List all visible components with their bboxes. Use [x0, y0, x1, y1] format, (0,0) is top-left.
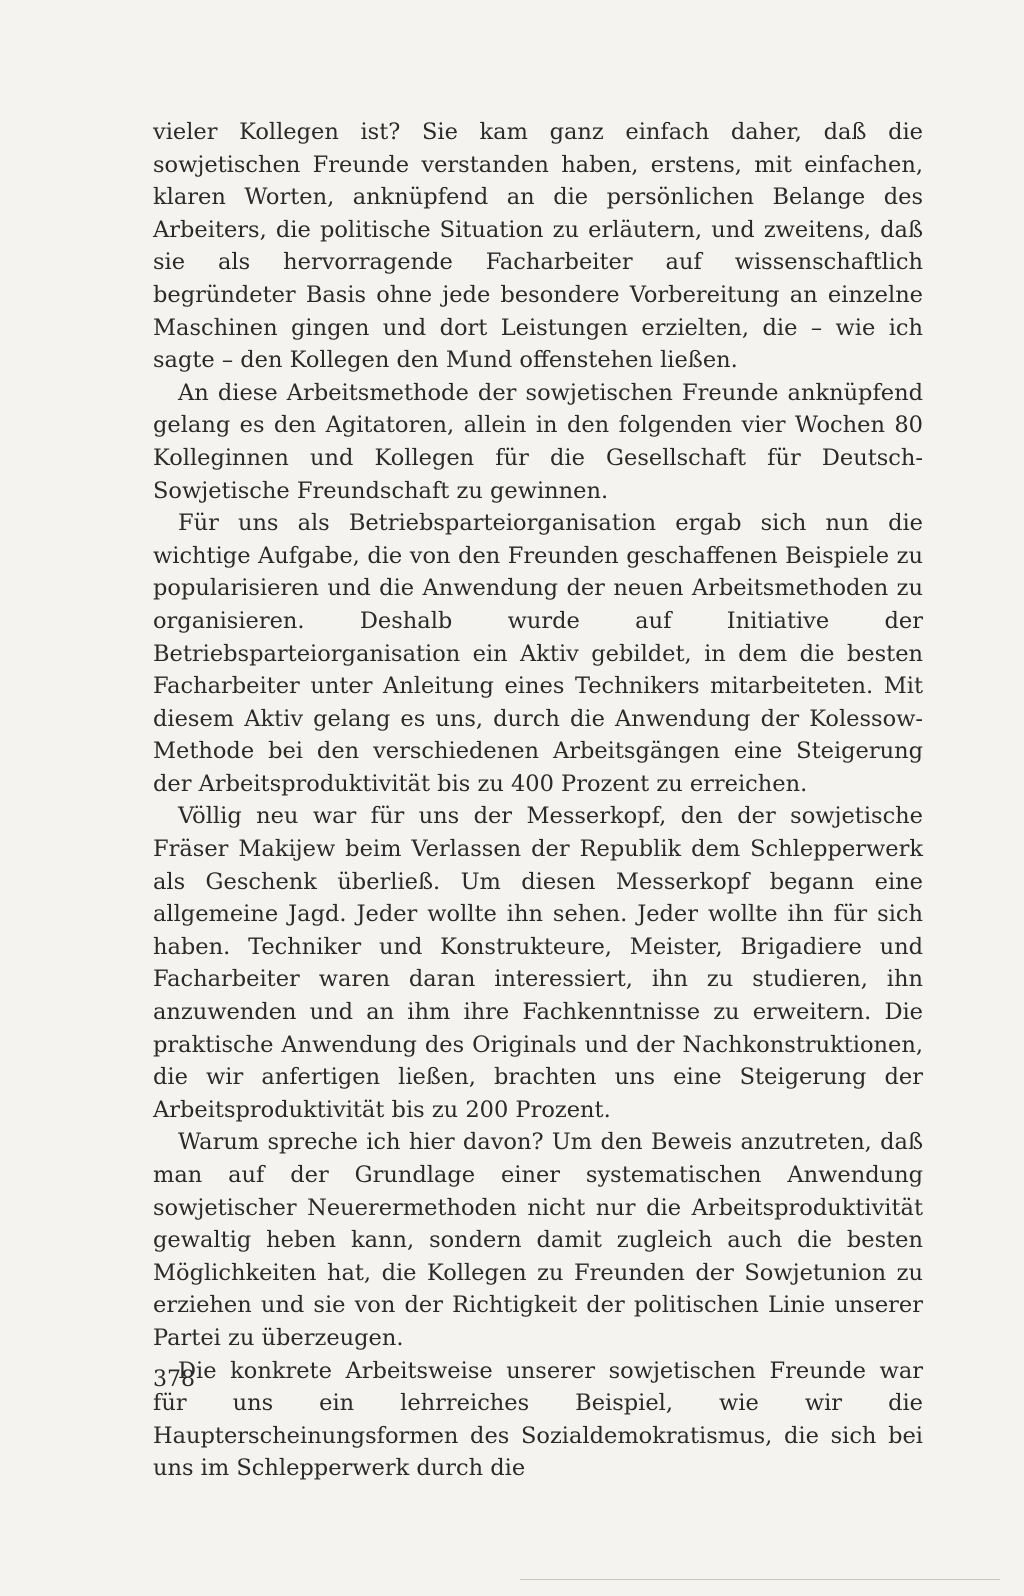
body-text [153, 116, 923, 1485]
paragraph-6: Die konkrete Arbeitsweise unserer sowjetischen Freunde war für uns ein lehrreiches Beispiel, wie wir die Haupterscheinungsformen des Sozialdemokratismus, die sich bei uns im Schlepperwerk durch die [153, 1357, 923, 1482]
paragraph-2: An diese Arbeitsmethode der sowjetischen Freunde anknüpfend gelang es den Agitatoren, allein in den folgenden vier Wochen 80 Kolleginnen und Kollegen für die Gesellschaft für Deutsch-Sowjetische Freundschaft zu gewinnen. [153, 379, 923, 504]
paragraph-4: Völlig neu war für uns der Messerkopf, den der sowjetische Fräser Makijew beim Verlassen der Republik dem Schlepperwerk als Geschenk überließ. Um diesen Messerkopf begann eine allgemeine Jagd. Jeder wollte ihn sehen. Jeder wollte ihn für sich haben. Techniker und Konstrukteure, Meister, Brigadiere und Facharbeiter waren daran interessiert, ihn zu studieren, ihn anzuwenden und an ihm ihre Fachkenntnisse zu erweitern. Die praktische Anwendung des Originals und der Nachkonstruktionen, die wir anfertigen ließen, brachten uns eine Steigerung der Arbeitsproduktivität bis zu 200 Prozent. [153, 803, 923, 1123]
paragraph-1: vieler Kollegen ist? Sie kam ganz einfach daher, daß die sowjetischen Freunde verstanden haben, erstens, mit einfachen, klaren Worten, anknüpfend an die persönlichen Belange des Arbeiters, die politische Situation zu erläutern, und zweitens, daß sie als hervorragende Facharbeiter auf wissenschaftlich begründeter Basis ohne jede besondere Vorbereitung an einzelne Maschinen gingen und dort Leistungen erzielten, die – wie ich sagte – den Kollegen den Mund offenstehen ließen. [153, 119, 923, 374]
bottom-edge-line [520, 1579, 1000, 1580]
paragraph-3: Für uns als Betriebsparteiorganisation ergab sich nun die wichtige Aufgabe, die von den Freunden geschaffenen Beispiele zu popularisieren und die Anwendung der neuen Arbeitsmethoden zu organisieren. Deshalb wurde auf Initiative der Betriebsparteiorganisation ein Aktiv gebildet, in dem die besten Facharbeiter unter Anleitung eines Technikers mitarbeiteten. Mit diesem Aktiv gelang es uns, durch die Anwendung der Kolessow-Methode bei den verschiedenen Arbeitsgängen eine Steigerung der Arbeitsproduktivität bis zu 400 Prozent zu erreichen. [153, 510, 923, 797]
page-number: 378 [153, 1367, 195, 1392]
paragraph-5: Warum spreche ich hier davon? Um den Beweis anzutreten, daß man auf der Grundlage einer systematischen Anwendung sowjetischer Neuerermethoden nicht nur die Arbeitsproduktivität gewaltig heben kann, sondern damit zugleich auch die besten Möglichkeiten hat, die Kollegen zu Freunden der Sowjetunion zu erziehen und sie von der Richtigkeit der politischen Linie unserer Partei zu überzeugen. [153, 1129, 923, 1351]
